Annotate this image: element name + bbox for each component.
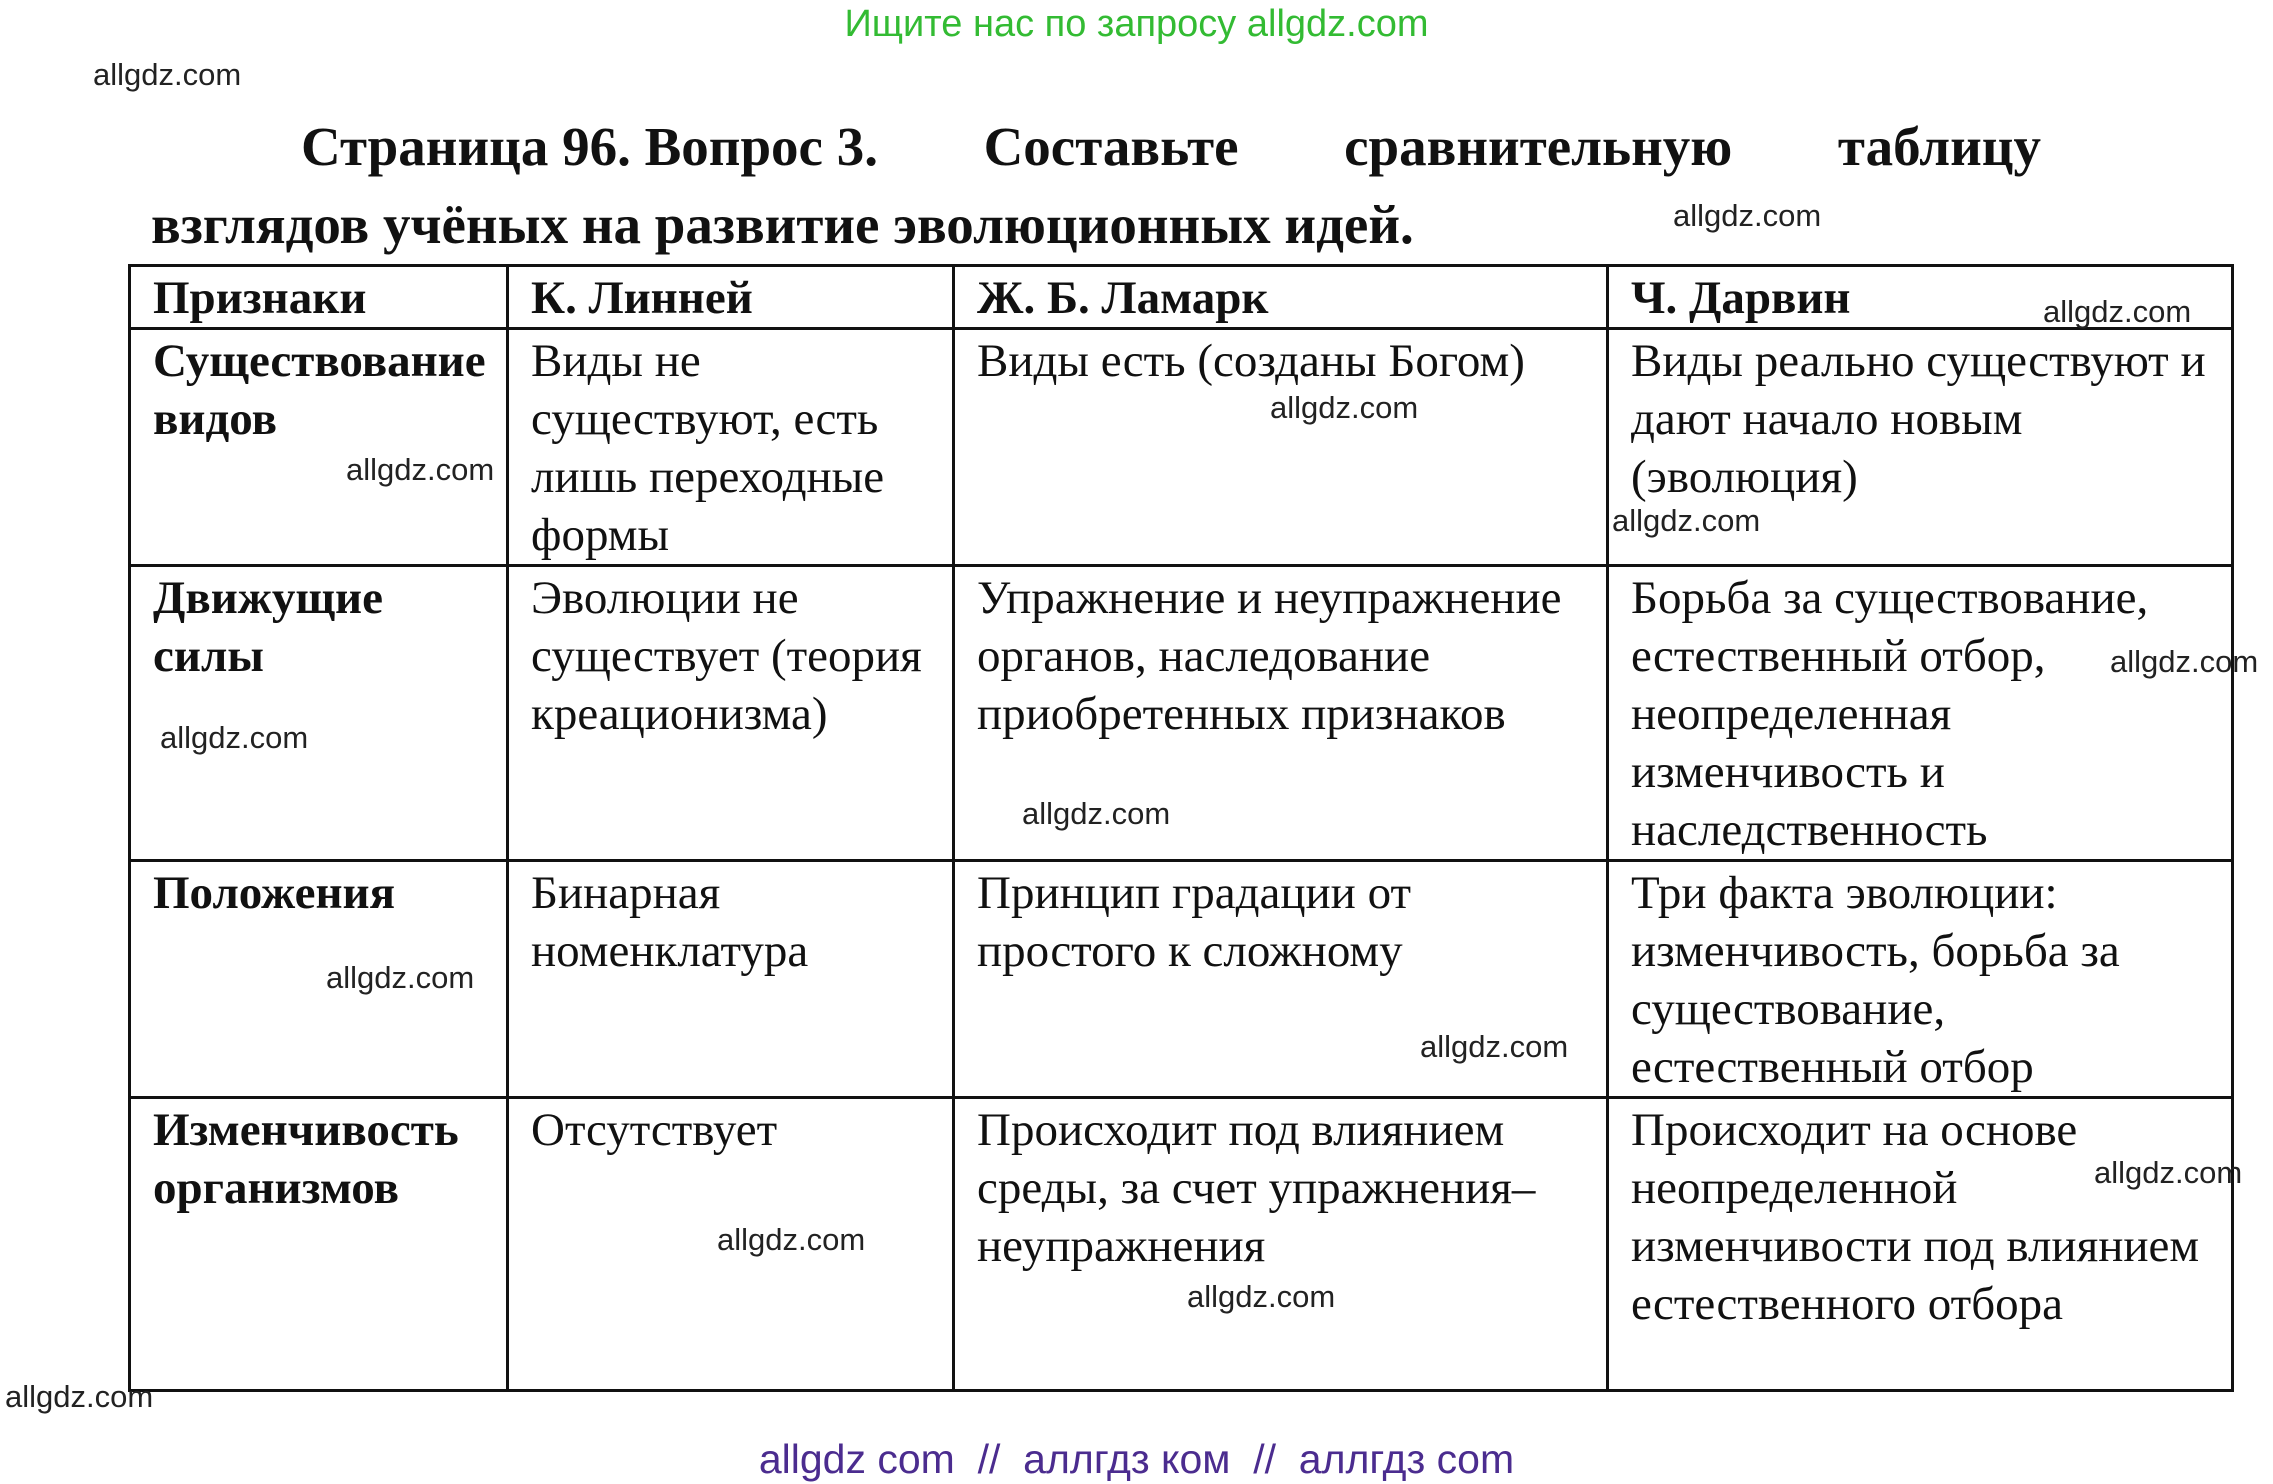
watermark: allgdz.com (160, 720, 309, 755)
watermark: allgdz.com (1022, 796, 1171, 831)
watermark: allgdz.com (2094, 1155, 2243, 1190)
watermark: allgdz.com (93, 57, 242, 92)
lamarck-cell: Принцип градации от простого к сложному (954, 861, 1608, 1098)
title-line-1 (151, 108, 2041, 186)
comparison-table (128, 264, 2234, 1392)
darwin-cell: Виды реально существуют и дают начало новым (эволюция) (1608, 329, 2233, 566)
table-header-row (130, 266, 2233, 329)
linnaeus-cell: Эволюции не существует (теория креационизма) (508, 566, 954, 861)
lamarck-cell: Виды есть (созданы Богом) (954, 329, 1608, 566)
header-cell-darwin: Ч. Дарвин (1608, 266, 2233, 329)
title-line-2: взглядов учёных на развитие эволюционных идей. (151, 194, 1414, 255)
table-row (130, 329, 2233, 566)
title-word: таблицу (1837, 116, 2041, 177)
watermark: allgdz.com (1673, 198, 1822, 233)
darwin-cell: Борьба за существование, естественный отбор, неопределенная изменчивость и наследственность (1608, 566, 2233, 861)
top-banner: Ищите нас по запросу allgdz.com (844, 3, 1429, 45)
title-word: сравнительную (1344, 116, 1733, 177)
watermark: allgdz.com (5, 1379, 154, 1414)
watermark: allgdz.com (346, 452, 495, 487)
watermark: allgdz.com (1612, 503, 1761, 538)
watermark: allgdz.com (2110, 644, 2259, 679)
darwin-cell: Происходит на основе неопределенной изменчивости под влиянием естественного отбора (1608, 1098, 2233, 1391)
lamarck-cell: Происходит под влиянием среды, за счет упражнения–неупражнения (954, 1098, 1608, 1391)
watermark: allgdz.com (326, 960, 475, 995)
table-row (130, 1098, 2233, 1391)
linnaeus-cell: Бинарная номенклатура (508, 861, 954, 1098)
header-cell-feature: Признаки (130, 266, 508, 329)
watermark: allgdz.com (1187, 1279, 1336, 1314)
linnaeus-cell: Виды не существуют, есть лишь переходные формы (508, 329, 954, 566)
title-word: Составьте (983, 116, 1239, 177)
feature-cell: Существование видов (130, 329, 508, 566)
feature-cell: Изменчивость организмов (130, 1098, 508, 1391)
header-cell-linnaeus: К. Линней (508, 266, 954, 329)
table-row (130, 566, 2233, 861)
darwin-cell: Три факта эволюции: изменчивость, борьба за существование, естественный отбор (1608, 861, 2233, 1098)
page-title (151, 108, 2041, 264)
watermark: allgdz.com (1420, 1029, 1569, 1064)
footer-text: allgdz com // аллгдз ком // аллгдз com (758, 1436, 1515, 1482)
feature-cell: Движущие силы (130, 566, 508, 861)
lamarck-cell: Упражнение и неупражнение органов, наследование приобретенных признаков (954, 566, 1608, 861)
watermark: allgdz.com (1270, 390, 1419, 425)
linnaeus-cell: Отсутствует (508, 1098, 954, 1391)
watermark: allgdz.com (717, 1222, 866, 1257)
watermark: allgdz.com (2043, 294, 2192, 329)
feature-cell: Положения (130, 861, 508, 1098)
header-cell-lamarck: Ж. Б. Ламарк (954, 266, 1608, 329)
title-question-ref: Страница 96. Вопрос 3. (301, 116, 878, 177)
